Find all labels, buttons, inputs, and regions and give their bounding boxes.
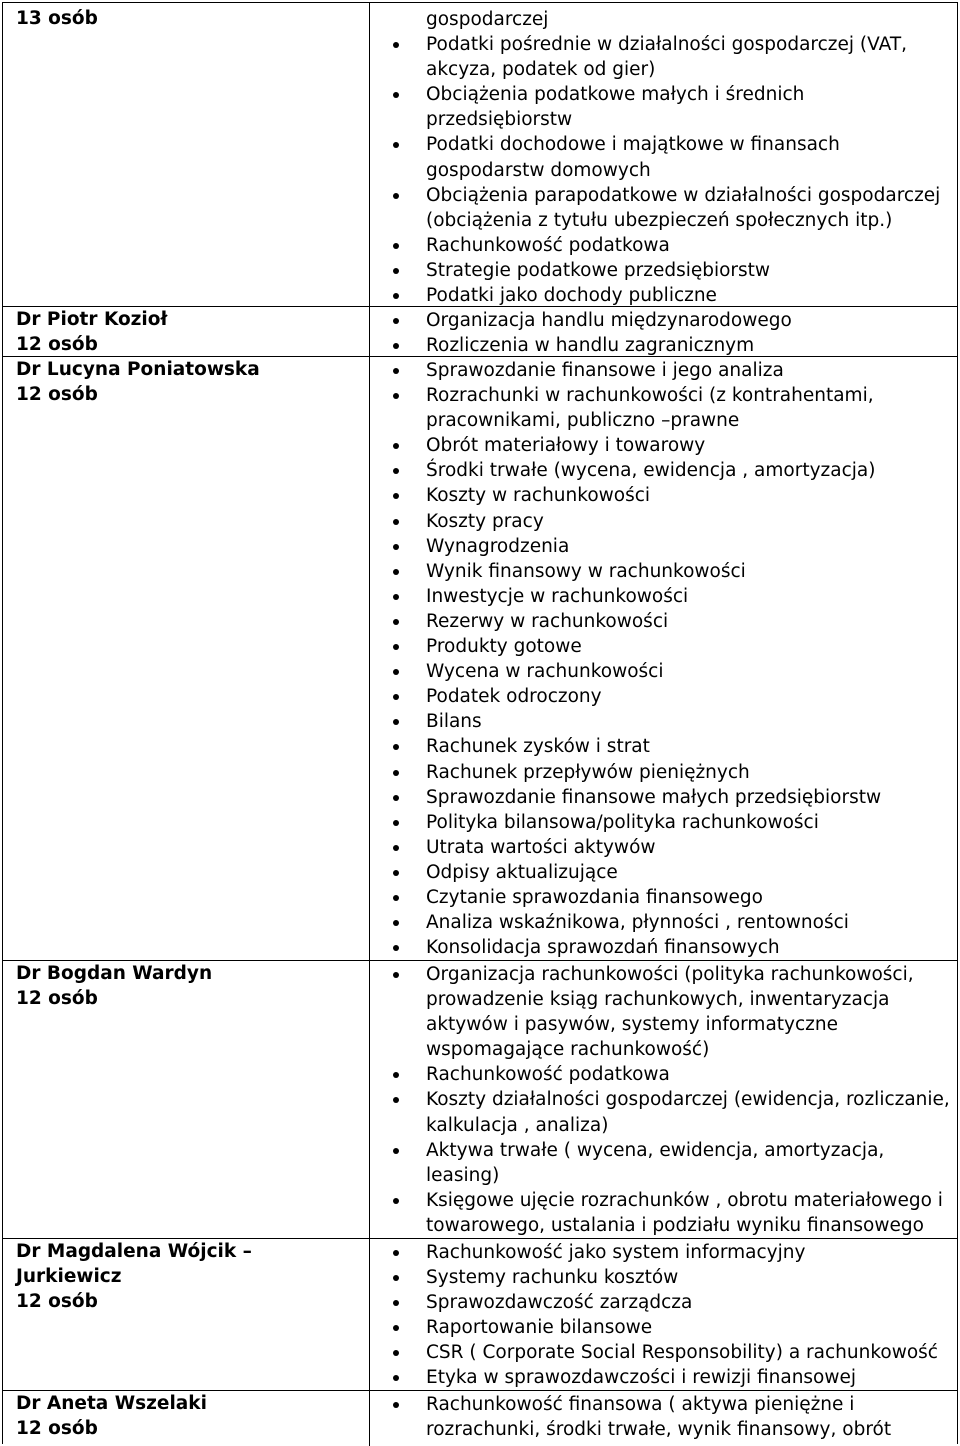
participant-count: 12 osób bbox=[16, 1418, 98, 1439]
bullet-icon bbox=[393, 945, 399, 951]
topic-text: Konsolidacja sprawozdań finansowych bbox=[426, 937, 780, 959]
bullet-icon bbox=[393, 42, 399, 48]
topic-text: Koszty pracy bbox=[426, 510, 544, 532]
lecturer-cell bbox=[16, 961, 361, 1011]
bullet-icon bbox=[393, 845, 399, 851]
topic-item bbox=[380, 584, 956, 609]
topic-item bbox=[380, 659, 956, 684]
bullet-icon bbox=[393, 694, 399, 700]
topic-item bbox=[380, 1340, 956, 1365]
topic-text: Aktywa trwałe ( wycena, ewidencja, amortyzacja, bbox=[426, 1139, 885, 1161]
participant-count: 13 osób bbox=[16, 8, 98, 29]
topic-text: Bilans bbox=[426, 711, 482, 733]
lecturer-cell bbox=[16, 357, 361, 407]
topic-text: gospodarczej bbox=[426, 9, 549, 30]
topic-text: Sprawozdawczość zarządcza bbox=[426, 1292, 693, 1314]
bullet-icon bbox=[393, 142, 399, 148]
topic-text: Księgowe ujęcie rozrachunków , obrotu materiałowego i bbox=[426, 1189, 943, 1211]
bullet-icon bbox=[393, 193, 399, 199]
topic-item bbox=[380, 258, 956, 283]
topic-list bbox=[380, 1240, 956, 1391]
topic-list bbox=[380, 962, 956, 1238]
bullet-icon bbox=[393, 870, 399, 876]
topic-text: Wynagrodzenia bbox=[426, 535, 570, 557]
bullet-icon bbox=[393, 1250, 399, 1256]
topic-text: Raportowanie bilansowe bbox=[426, 1317, 653, 1339]
topic-item bbox=[380, 7, 956, 32]
topic-text: wspomagające rachunkowość) bbox=[426, 1039, 710, 1061]
topic-item bbox=[380, 107, 956, 132]
topic-text: Obrót materiałowy i towarowy bbox=[426, 435, 706, 457]
bullet-icon bbox=[393, 318, 399, 324]
topic-item bbox=[380, 1417, 956, 1442]
topic-text: Czytanie sprawozdania finansowego bbox=[426, 886, 763, 908]
bullet-icon bbox=[393, 644, 399, 650]
topic-text: Sprawozdanie finansowe i jego analiza bbox=[426, 360, 784, 381]
topic-item bbox=[380, 935, 956, 960]
topic-text: Środki trwałe (wycena, ewidencja , amortyzacja) bbox=[426, 460, 876, 482]
topic-item bbox=[380, 233, 956, 258]
bullet-icon bbox=[393, 519, 399, 525]
topic-item bbox=[380, 1062, 956, 1087]
topic-item bbox=[380, 1138, 956, 1163]
topic-item bbox=[380, 483, 956, 508]
topic-text: gospodarstw domowych bbox=[426, 159, 651, 181]
topic-text: Wynik finansowy w rachunkowości bbox=[426, 560, 746, 582]
topic-text: Obciążenia podatkowe małych i średnich bbox=[426, 84, 805, 106]
topic-text: Rachunkowość finansowa ( aktywa pieniężne i bbox=[426, 1394, 855, 1415]
topic-item bbox=[380, 509, 956, 534]
topic-text: Rachunkowość podatkowa bbox=[426, 1064, 670, 1086]
bullet-icon bbox=[393, 1402, 399, 1408]
topic-text: Obciążenia parapodatkowe w działalności gospodarczej bbox=[426, 184, 941, 206]
topic-text: Podatki jako dochody publiczne bbox=[426, 285, 717, 307]
topic-item bbox=[380, 785, 956, 810]
topic-item bbox=[380, 1240, 956, 1265]
topic-text: kalkulacja , analiza) bbox=[426, 1114, 609, 1136]
bullet-icon bbox=[393, 293, 399, 299]
topic-item bbox=[380, 910, 956, 935]
bullet-icon bbox=[393, 393, 399, 399]
topic-text: Rezerwy w rachunkowości bbox=[426, 610, 669, 632]
lecturer-cell bbox=[16, 1391, 361, 1441]
topic-item bbox=[380, 1113, 956, 1138]
bullet-icon bbox=[393, 920, 399, 926]
topic-text: towarowego, ustalania i podziału wyniku finansowego bbox=[426, 1214, 924, 1236]
participant-count: 12 osób bbox=[16, 1291, 98, 1312]
column-divider bbox=[369, 2, 370, 1446]
topic-item bbox=[380, 132, 956, 157]
topic-item bbox=[380, 433, 956, 458]
topic-text: Rachunek zysków i strat bbox=[426, 736, 650, 758]
bullet-icon bbox=[393, 770, 399, 776]
topic-text: Organizacja rachunkowości (polityka rachunkowości, bbox=[426, 964, 914, 985]
topic-text: Rozliczenia w handlu zagranicznym bbox=[426, 335, 755, 357]
lecturer-name: Dr Lucyna Poniatowska bbox=[16, 359, 260, 380]
topic-item bbox=[380, 734, 956, 759]
bullet-icon bbox=[393, 493, 399, 499]
topic-item bbox=[380, 1315, 956, 1340]
topic-text: Systemy rachunku kosztów bbox=[426, 1267, 679, 1289]
bullet-icon bbox=[393, 544, 399, 550]
bullet-icon bbox=[393, 268, 399, 274]
topic-text: Strategie podatkowe przedsiębiorstw bbox=[426, 259, 771, 281]
bullet-icon bbox=[393, 1375, 399, 1381]
bullet-icon bbox=[393, 744, 399, 750]
topic-list bbox=[380, 308, 956, 358]
topic-text: CSR ( Corporate Social Responsobility) a rachunkowość bbox=[426, 1342, 938, 1364]
lecturer-name: Dr Bogdan Wardyn bbox=[16, 963, 213, 984]
bullet-icon bbox=[393, 1325, 399, 1331]
topic-item bbox=[380, 82, 956, 107]
topic-item bbox=[380, 1213, 956, 1238]
bullet-icon bbox=[393, 1275, 399, 1281]
topic-text: przedsiębiorstw bbox=[426, 109, 573, 131]
bullet-icon bbox=[393, 569, 399, 575]
topic-item bbox=[380, 358, 956, 383]
bullet-icon bbox=[393, 468, 399, 474]
topic-text: Produkty gotowe bbox=[426, 636, 582, 658]
topic-item bbox=[380, 158, 956, 183]
topic-text: akcyza, podatek od gier) bbox=[426, 59, 656, 81]
topic-text: (obciążenia z tytułu ubezpieczeń społecznych itp.) bbox=[426, 209, 893, 231]
topic-item bbox=[380, 1163, 956, 1188]
topic-item bbox=[380, 534, 956, 559]
topic-list bbox=[380, 358, 956, 960]
topic-text: Rachunkowość jako system informacyjny bbox=[426, 1242, 806, 1263]
bullet-icon bbox=[393, 1097, 399, 1103]
topic-text: Inwestycje w rachunkowości bbox=[426, 585, 689, 607]
topic-text: pracownikami, publiczno –prawne bbox=[426, 410, 740, 432]
topic-text: Odpisy aktualizujące bbox=[426, 861, 618, 883]
lecturer-name: Dr Piotr Kozioł bbox=[16, 309, 168, 330]
lecturer-cell bbox=[16, 6, 361, 31]
topic-item bbox=[380, 1290, 956, 1315]
topic-item bbox=[380, 1265, 956, 1290]
bullet-icon bbox=[393, 820, 399, 826]
topic-item bbox=[380, 333, 956, 358]
topic-item bbox=[380, 408, 956, 433]
topic-item bbox=[380, 709, 956, 734]
bullet-icon bbox=[393, 619, 399, 625]
bullet-icon bbox=[393, 368, 399, 374]
participant-count: 12 osób bbox=[16, 988, 98, 1009]
topic-item bbox=[380, 634, 956, 659]
bullet-icon bbox=[393, 92, 399, 98]
bullet-icon bbox=[393, 343, 399, 349]
lecturer-name: Dr Magdalena Wójcik – bbox=[16, 1241, 252, 1262]
topic-item bbox=[380, 1037, 956, 1062]
topic-text: Sprawozdanie finansowe małych przedsiębiorstw bbox=[426, 786, 882, 808]
topic-item bbox=[380, 1012, 956, 1037]
topic-item bbox=[380, 609, 956, 634]
bullet-icon bbox=[393, 443, 399, 449]
topic-item bbox=[380, 1392, 956, 1417]
topic-item bbox=[380, 1365, 956, 1390]
bullet-icon bbox=[393, 1072, 399, 1078]
topic-text: Rachunkowość podatkowa bbox=[426, 234, 670, 256]
participant-count: 12 osób bbox=[16, 334, 98, 355]
topic-text: rozrachunki, środki trwałe, wynik finansowy, obrót bbox=[426, 1419, 892, 1441]
topic-item bbox=[380, 810, 956, 835]
topic-item bbox=[380, 208, 956, 233]
lecturer-name: Jurkiewicz bbox=[16, 1266, 122, 1287]
lecturer-cell bbox=[16, 1239, 361, 1314]
bullet-icon bbox=[393, 1198, 399, 1204]
topic-item bbox=[380, 987, 956, 1012]
topic-text: Polityka bilansowa/polityka rachunkowości bbox=[426, 811, 819, 833]
bullet-icon bbox=[393, 669, 399, 675]
topic-text: Podatki dochodowe i majątkowe w finansach bbox=[426, 134, 840, 156]
topic-item bbox=[380, 1087, 956, 1112]
bullet-icon bbox=[393, 895, 399, 901]
bullet-icon bbox=[393, 795, 399, 801]
bullet-icon bbox=[393, 1350, 399, 1356]
topic-text: Rozrachunki w rachunkowości (z kontrahentami, bbox=[426, 385, 874, 407]
topic-item bbox=[380, 860, 956, 885]
topic-text: Koszty działalności gospodarczej (ewidencja, rozliczanie, bbox=[426, 1089, 950, 1111]
topic-item bbox=[380, 32, 956, 57]
topic-item bbox=[380, 57, 956, 82]
topic-item bbox=[380, 1188, 956, 1213]
topic-item bbox=[380, 383, 956, 408]
topic-item bbox=[380, 458, 956, 483]
participant-count: 12 osób bbox=[16, 384, 98, 405]
topic-text: Etyka w sprawozdawczości i rewizji finansowej bbox=[426, 1367, 857, 1389]
topic-text: Wycena w rachunkowości bbox=[426, 661, 664, 683]
topic-item bbox=[380, 684, 956, 709]
topic-text: Utrata wartości aktywów bbox=[426, 836, 656, 858]
topic-text: Koszty w rachunkowości bbox=[426, 485, 651, 507]
bullet-icon bbox=[393, 1300, 399, 1306]
topic-item bbox=[380, 885, 956, 910]
topic-item bbox=[380, 559, 956, 584]
topic-item bbox=[380, 183, 956, 208]
lecturer-name: Dr Aneta Wszelaki bbox=[16, 1393, 207, 1414]
topic-text: prowadzenie ksiąg rachunkowych, inwentaryzacja bbox=[426, 989, 890, 1011]
lecturer-cell bbox=[16, 307, 361, 357]
topic-text: Rachunek przepływów pieniężnych bbox=[426, 761, 750, 783]
bullet-icon bbox=[393, 972, 399, 978]
bullet-icon bbox=[393, 719, 399, 725]
topic-item bbox=[380, 283, 956, 308]
topic-item bbox=[380, 962, 956, 987]
bullet-icon bbox=[393, 243, 399, 249]
topic-text: Podatki pośrednie w działalności gospodarczej (VAT, bbox=[426, 34, 907, 56]
topic-item bbox=[380, 835, 956, 860]
topic-text: Analiza wskaźnikowa, płynności , rentowności bbox=[426, 912, 849, 934]
topic-text: Organizacja handlu międzynarodowego bbox=[426, 310, 792, 331]
topic-item bbox=[380, 760, 956, 785]
topic-list bbox=[380, 7, 956, 308]
topic-text: Podatek odroczony bbox=[426, 686, 602, 708]
topic-text: aktywów i pasywów, systemy informatyczne bbox=[426, 1014, 838, 1036]
bullet-icon bbox=[393, 1148, 399, 1154]
topic-list bbox=[380, 1392, 956, 1442]
topic-item bbox=[380, 308, 956, 333]
bullet-icon bbox=[393, 594, 399, 600]
topic-text: leasing) bbox=[426, 1164, 500, 1186]
